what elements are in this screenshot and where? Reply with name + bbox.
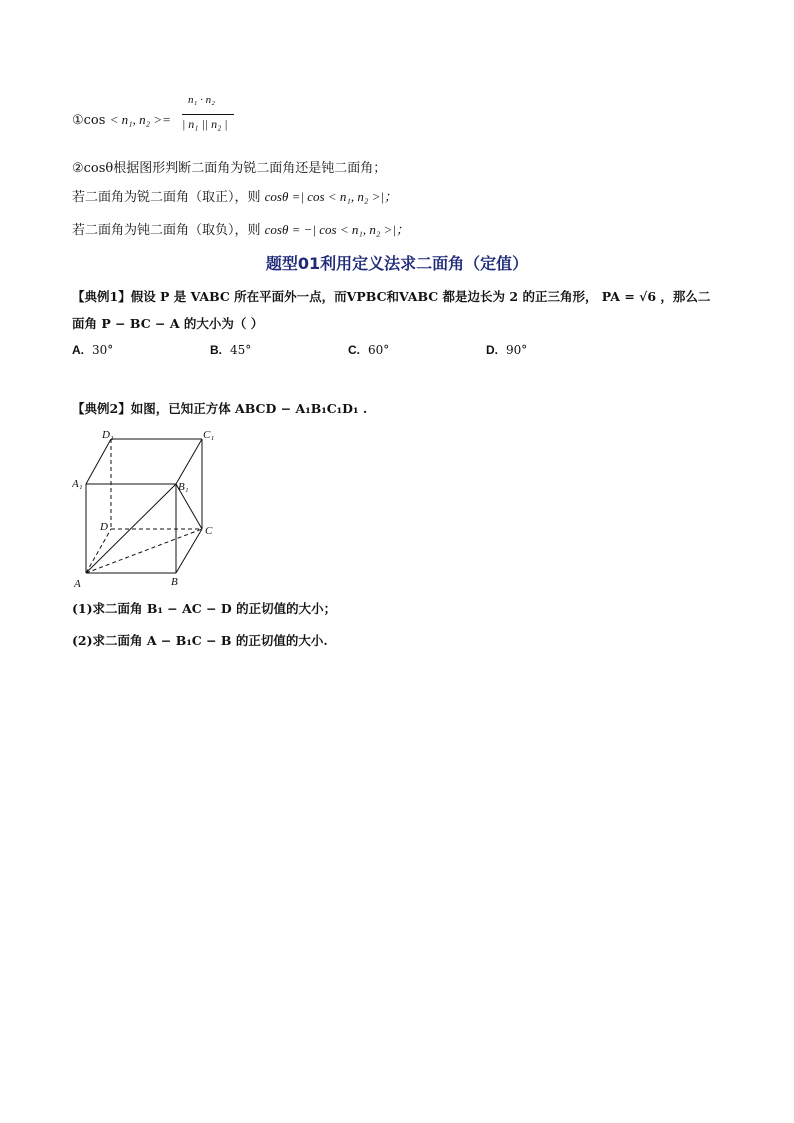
option-b-letter: B. bbox=[210, 343, 222, 357]
example1-tag: 【典例1】 bbox=[72, 289, 131, 304]
acute-case-line bbox=[72, 186, 397, 205]
edge-a1-d1 bbox=[86, 439, 111, 484]
obtuse-case-line bbox=[72, 219, 409, 238]
formula-prefix: ①cos bbox=[72, 113, 106, 128]
label-a1: A₁ bbox=[72, 478, 83, 490]
example2-text: 如图，已知正方体 ABCD − A₁B₁C₁D₁ . bbox=[130, 401, 368, 416]
option-c bbox=[348, 343, 389, 357]
option-a-letter: A. bbox=[72, 343, 84, 357]
edge-b-c bbox=[176, 529, 202, 573]
label-b1: B₁ bbox=[178, 481, 189, 493]
fraction-numerator: n₁ · n₂ bbox=[188, 94, 215, 106]
option-a-value: 30° bbox=[92, 343, 114, 357]
hidden-edge-a-d bbox=[86, 529, 111, 573]
option-a bbox=[72, 343, 113, 357]
option-c-letter: C. bbox=[348, 343, 360, 357]
formula-angle: < n₁, n₂ >= bbox=[109, 112, 171, 127]
edge-c1-b1 bbox=[176, 439, 202, 484]
acute-case-math: cosθ =| cos < n₁, n₂ >|； bbox=[264, 189, 397, 204]
option-b bbox=[210, 343, 251, 357]
label-d1: D₁ bbox=[102, 429, 114, 441]
example2-tag: 【典例2】 bbox=[72, 401, 131, 416]
formula-judge-line: ②cosθ根据图形判断二面角为锐二面角还是钝二面角； bbox=[72, 161, 387, 176]
cube-figure bbox=[72, 426, 232, 591]
formula-cos-angle bbox=[72, 112, 171, 128]
option-d-letter: D. bbox=[486, 343, 498, 357]
label-d: D bbox=[100, 521, 108, 533]
question-2: (2)求二面角 A − B₁C − B 的正切值的大小. bbox=[72, 633, 328, 648]
option-d-value: 90° bbox=[506, 343, 528, 357]
fraction-bar bbox=[182, 114, 234, 115]
formula-fraction bbox=[180, 94, 236, 140]
example1-text: 假设 P 是 VABC 所在平面外一点，而VPBC和VABC 都是边长为 2 的正三角形， PA = √6 ，那么二 bbox=[130, 289, 711, 304]
obtuse-case-math: cosθ = −| cos < n₁, n₂ >|； bbox=[264, 222, 409, 237]
example2-line bbox=[72, 399, 367, 417]
example1-line2: 面角 P − BC − A 的大小为（ ） bbox=[72, 316, 264, 331]
acute-case-text: 若二面角为锐二面角（取正），则 bbox=[72, 190, 261, 205]
section-title: 题型01利用定义法求二面角（定值） bbox=[265, 254, 529, 273]
example1-line1 bbox=[72, 287, 710, 305]
label-c: C bbox=[205, 525, 213, 537]
option-d bbox=[486, 343, 527, 357]
question-1: (1)求二面角 B₁ − AC − D 的正切值的大小； bbox=[72, 601, 337, 616]
label-a: A bbox=[74, 578, 81, 590]
hidden-segment-a-c bbox=[86, 529, 202, 573]
label-c1: C₁ bbox=[203, 429, 215, 441]
obtuse-case-text: 若二面角为钝二面角（取负），则 bbox=[72, 223, 261, 238]
fraction-denominator: | n₁ || n₂ | bbox=[182, 117, 228, 131]
option-b-value: 45° bbox=[230, 343, 252, 357]
option-c-value: 60° bbox=[368, 343, 390, 357]
label-b: B bbox=[171, 576, 178, 588]
